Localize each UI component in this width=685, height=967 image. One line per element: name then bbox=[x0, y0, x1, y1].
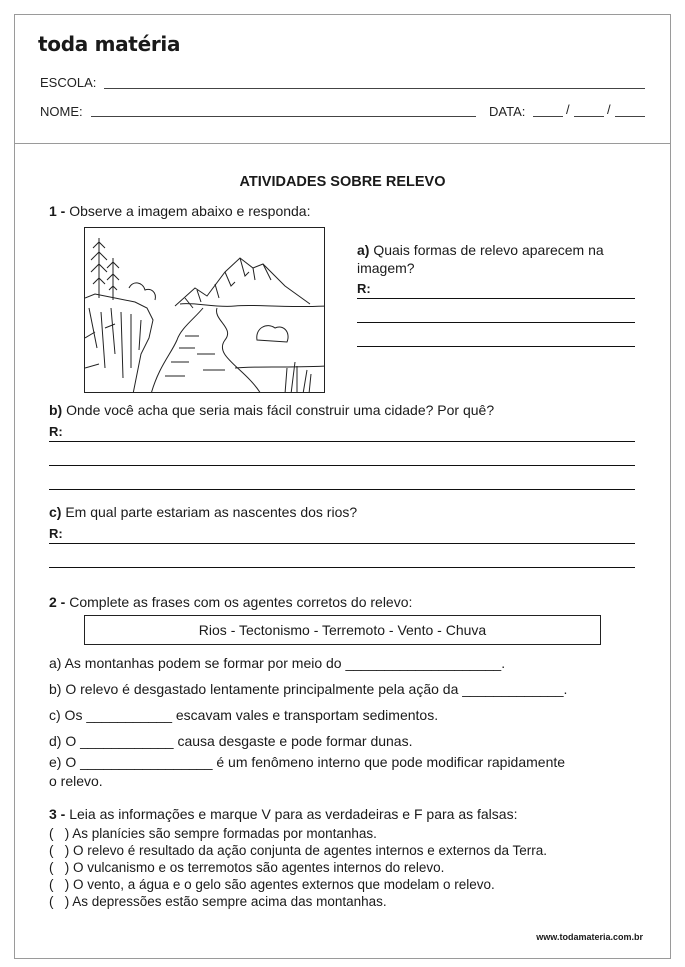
q2-item-c: c) Os ___________ escavam vales e transportam sedimentos. bbox=[49, 707, 439, 723]
q1-prompt bbox=[49, 203, 310, 219]
q1a-answer-line-1[interactable] bbox=[357, 298, 635, 299]
q1a-prompt bbox=[357, 242, 604, 258]
school-field[interactable] bbox=[104, 88, 645, 89]
q2-prompt bbox=[49, 594, 412, 610]
q2-item-b: b) O relevo é desgastado lentamente principalmente pela ação da _____________. bbox=[49, 681, 568, 697]
header-divider bbox=[14, 143, 671, 144]
q1c-answer-label: R: bbox=[49, 526, 63, 541]
q2-number: 2 - bbox=[49, 594, 66, 610]
page-title: ATIVIDADES SOBRE RELEVO bbox=[239, 174, 446, 190]
date-day-field[interactable] bbox=[533, 116, 563, 117]
q3-item-4[interactable]: ( ) O vento, a água e o gelo são agentes externos que modelam o relevo. bbox=[49, 877, 495, 892]
school-label: ESCOLA: bbox=[40, 75, 97, 90]
q1a-text-2: imagem? bbox=[357, 260, 415, 276]
q1-number: 1 - bbox=[49, 203, 66, 219]
q3-item-2[interactable]: ( ) O relevo é resultado da ação conjunta de agentes internos e externos da Terra. bbox=[49, 843, 548, 858]
q2-item-e: e) O _________________ é um fenômeno interno que pode modificar rapidamente bbox=[49, 754, 566, 770]
q1b-answer-line-2[interactable] bbox=[49, 465, 635, 466]
q1b-text: Onde você acha que seria mais fácil construir uma cidade? Por quê? bbox=[66, 402, 495, 418]
q1c-text: Em qual parte estariam as nascentes dos rios? bbox=[65, 504, 358, 520]
q1b-answer-label: R: bbox=[49, 424, 63, 439]
date-year-field[interactable] bbox=[615, 116, 645, 117]
footer-url[interactable]: www.todamateria.com.br bbox=[536, 932, 643, 942]
name-field[interactable] bbox=[91, 116, 476, 117]
q1b-prompt bbox=[49, 402, 494, 418]
q1b-answer-line-1[interactable] bbox=[49, 441, 635, 442]
q1c-answer-line-1[interactable] bbox=[49, 543, 635, 544]
landscape-drawing bbox=[85, 228, 325, 393]
landscape-illustration bbox=[84, 227, 325, 393]
q1b-letter: b) bbox=[49, 402, 63, 418]
q3-number: 3 - bbox=[49, 806, 66, 822]
logo: toda matéria bbox=[38, 32, 181, 56]
q1a-letter: a) bbox=[357, 242, 370, 258]
date-month-field[interactable] bbox=[574, 116, 604, 117]
word-bank: Rios - Tectonismo - Terremoto - Vento - Chuva bbox=[84, 615, 601, 645]
date-label: DATA: bbox=[489, 104, 526, 119]
q3-item-5[interactable]: ( ) As depressões estão sempre acima das montanhas. bbox=[49, 894, 387, 909]
q3-prompt bbox=[49, 806, 517, 822]
q1b-answer-line-3[interactable] bbox=[49, 489, 635, 490]
q1c-prompt bbox=[49, 504, 357, 520]
q2-item-a: a) As montanhas podem se formar por meio do ____________________. bbox=[49, 655, 506, 671]
q3-text: Leia as informações e marque V para as verdadeiras e F para as falsas: bbox=[65, 806, 518, 822]
q1-text: Observe a imagem abaixo e responda: bbox=[69, 203, 311, 219]
q1c-letter: c) bbox=[49, 504, 62, 520]
q1a-text-1: Quais formas de relevo aparecem na bbox=[373, 242, 604, 258]
q1c-answer-line-2[interactable] bbox=[49, 567, 635, 568]
q1a-answer-label: R: bbox=[357, 281, 371, 296]
q1a-answer-line-2[interactable] bbox=[357, 322, 635, 323]
q2-item-d: d) O ____________ causa desgaste e pode formar dunas. bbox=[49, 733, 413, 749]
date-slash-2: / bbox=[607, 102, 611, 117]
name-label: NOME: bbox=[40, 104, 83, 119]
q1a-answer-line-3[interactable] bbox=[357, 346, 635, 347]
q2-text: Complete as frases com os agentes corretos do relevo: bbox=[69, 594, 413, 610]
q3-item-1[interactable]: ( ) As planícies são sempre formadas por montanhas. bbox=[49, 826, 377, 841]
q3-item-3[interactable]: ( ) O vulcanismo e os terremotos são agentes internos do relevo. bbox=[49, 860, 445, 875]
date-slash-1: / bbox=[566, 102, 570, 117]
q2-item-e-cont: o relevo. bbox=[49, 773, 103, 789]
